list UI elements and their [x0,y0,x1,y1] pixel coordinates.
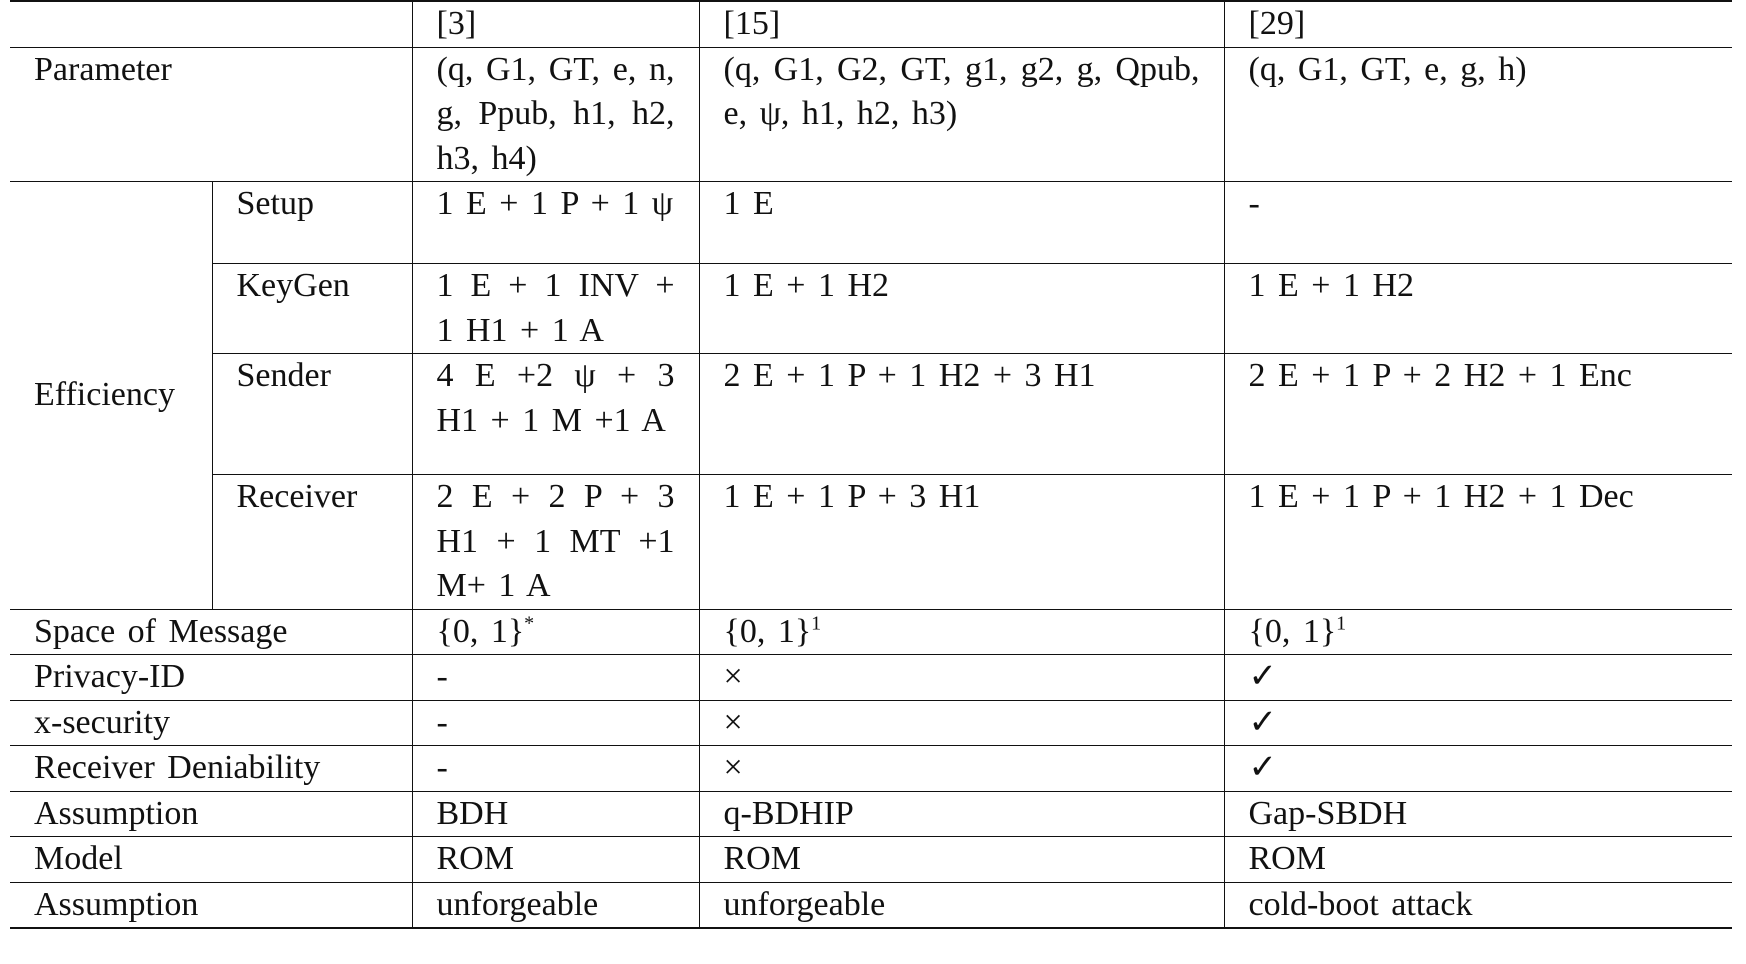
model-ref-3: ROM [412,837,699,883]
message-space-ref-3 [412,609,699,655]
message-space-ref-29 [1224,609,1732,655]
receiver-ref-3: 2 E + 2 P + 3 H1 + 1 MT +1 M+ 1 A [412,475,699,610]
receiver-ref-29: 1 E + 1 P + 1 H2 + 1 Dec [1224,475,1732,610]
model-row [10,837,1732,883]
assumption-attack-ref-3: unforgeable [412,882,699,928]
receiver-deniability-ref-29: ✓ [1224,746,1732,792]
assumption-ref-15: q-BDHIP [699,791,1224,837]
message-space-label: Space of Message [10,609,412,655]
sender-ref-15: 2 E + 1 P + 1 H2 + 3 H1 [699,354,1224,475]
setup-ref-15: 1 E [699,182,1224,264]
privacy-id-ref-29: ✓ [1224,655,1732,701]
x-security-ref-29: ✓ [1224,700,1732,746]
efficiency-setup-row [10,182,1732,264]
message-space-sup: * [524,612,535,635]
receiver-label: Receiver [212,475,412,610]
assumption-ref-29: Gap-SBDH [1224,791,1732,837]
message-space-sup: 1 [811,612,822,635]
setup-ref-3: 1 E + 1 P + 1 ψ [412,182,699,264]
message-space-sup: 1 [1336,612,1347,635]
assumption-label: Assumption [10,791,412,837]
assumption-row [10,791,1732,837]
parameter-row [10,47,1732,182]
x-security-ref-3: - [412,700,699,746]
sender-label: Sender [212,354,412,475]
header-row [10,1,1732,47]
assumption-attack-row [10,882,1732,928]
parameter-ref-3: (q, G1, GT, e, n, g, Ppub, h1, h2, h3, h4) [412,47,699,182]
assumption-attack-ref-15: unforgeable [699,882,1224,928]
privacy-id-label: Privacy-ID [10,655,412,701]
efficiency-receiver-row [10,475,1732,610]
message-space-row [10,609,1732,655]
message-space-base: {0, 1} [1248,612,1337,650]
model-ref-29: ROM [1224,837,1732,883]
parameter-ref-15: (q, G1, G2, GT, g1, g2, g, Qpub, e, ψ, h1, h2, h3) [699,47,1224,182]
keygen-label: KeyGen [212,264,412,354]
receiver-deniability-ref-15: × [699,746,1224,792]
model-ref-15: ROM [699,837,1224,883]
header-ref-15: [15] [699,1,1224,47]
efficiency-label: Efficiency [10,182,212,610]
message-space-ref-15 [699,609,1224,655]
comparison-table [10,0,1732,929]
parameter-label: Parameter [10,47,412,182]
privacy-id-ref-15: × [699,655,1224,701]
receiver-deniability-row [10,746,1732,792]
message-space-base: {0, 1} [723,612,812,650]
receiver-deniability-label: Receiver Deniability [10,746,412,792]
parameter-ref-29: (q, G1, GT, e, g, h) [1224,47,1732,182]
keygen-ref-29: 1 E + 1 H2 [1224,264,1732,354]
receiver-ref-15: 1 E + 1 P + 3 H1 [699,475,1224,610]
assumption-ref-3: BDH [412,791,699,837]
efficiency-keygen-row [10,264,1732,354]
receiver-deniability-ref-3: - [412,746,699,792]
assumption-attack-label: Assumption [10,882,412,928]
header-ref-29: [29] [1224,1,1732,47]
sender-ref-29: 2 E + 1 P + 2 H2 + 1 Enc [1224,354,1732,475]
model-label: Model [10,837,412,883]
setup-ref-29: - [1224,182,1732,264]
privacy-id-ref-3: - [412,655,699,701]
sender-ref-3: 4 E +2 ψ + 3 H1 + 1 M +1 A [412,354,699,475]
privacy-id-row [10,655,1732,701]
message-space-base: {0, 1} [436,612,525,650]
keygen-ref-3: 1 E + 1 INV + 1 H1 + 1 A [412,264,699,354]
x-security-row [10,700,1732,746]
header-corner-cell [10,1,412,47]
keygen-ref-15: 1 E + 1 H2 [699,264,1224,354]
assumption-attack-ref-29: cold-boot attack [1224,882,1732,928]
efficiency-sender-row [10,354,1732,475]
header-ref-3: [3] [412,1,699,47]
setup-label: Setup [212,182,412,264]
x-security-ref-15: × [699,700,1224,746]
x-security-label: x-security [10,700,412,746]
